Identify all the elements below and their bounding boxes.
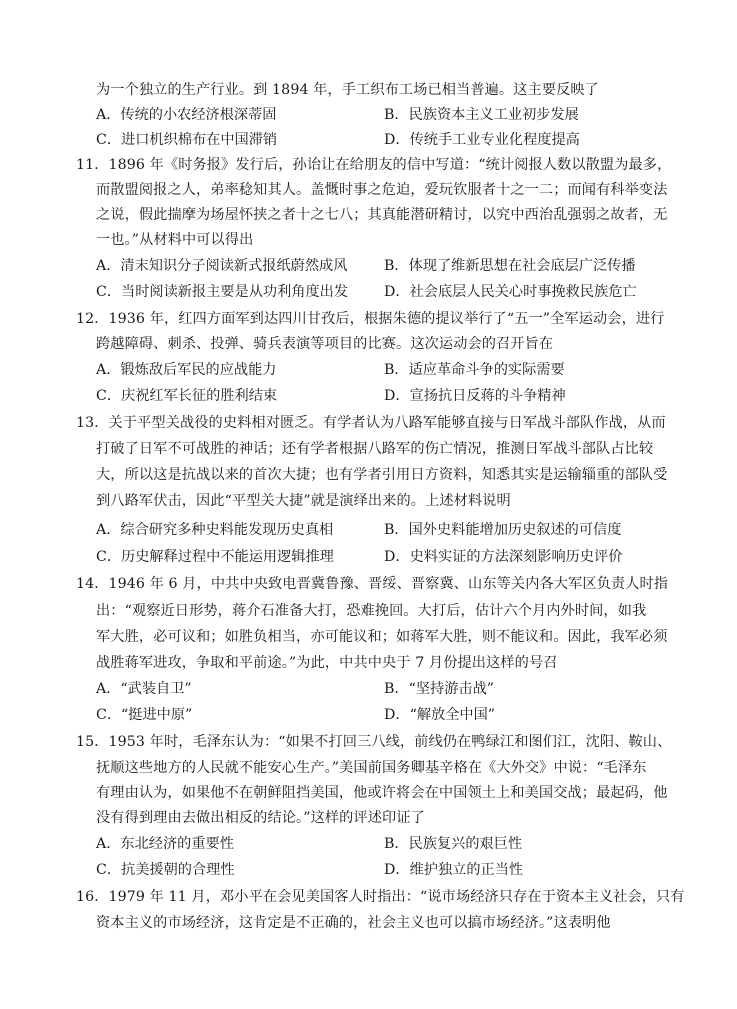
q11-stem-line-3: 之说，假此揣摩为场屋怀挟之者十之七八；其真能潜研精讨，以究中西治乱强弱之故者，无 bbox=[96, 207, 668, 223]
q13-stem-line-1: 13．关于平型关战役的史料相对匮乏。有学者认为八路军能够直接与日军战斗部队作战，从而 bbox=[76, 415, 666, 431]
q11-stem-line-2: 而散盟阅报之人，弟率稔知其人。盖慨时事之危迫，爱玩钦服者十之一二；而闻有科举变法 bbox=[96, 182, 668, 198]
q15-stem-line-1: 15．1953 年时，毛泽东认为：“如果不打回三八线，前线仍在鸭绿江和图们江，沈阳、鞍山、 bbox=[76, 734, 672, 750]
q13-stem-line-4: 到八路军伏击，因此“平型关大捷”就是演绎出来的。上述材料说明 bbox=[96, 493, 511, 509]
q10-option-a: A．传统的小农经济根深蒂固 bbox=[96, 107, 277, 123]
q14-option-c: C．“挺进中原” bbox=[96, 707, 193, 723]
q14-option-a: A．“武装自卫” bbox=[96, 681, 192, 697]
q15-option-d: D．维护独立的正当性 bbox=[384, 862, 524, 878]
q11-stem-line-1: 11．1896 年《时务报》发行后，孙诒让在给朋友的信中写道：“统计阅报人数以散盟为最多， bbox=[76, 157, 672, 173]
q12-stem-line-2: 跨越障碍、刺杀、投弹、骑兵表演等项目的比赛。这次运动会的召开旨在 bbox=[96, 336, 554, 352]
q14-stem-line-4: 战胜蒋军进攻，争取和平前途。”为此，中共中央于 7 月份提出这样的号召 bbox=[96, 655, 558, 671]
q15-option-a: A．东北经济的重要性 bbox=[96, 836, 234, 852]
q10-stem-tail: 为一个独立的生产行业。到 1894 年，手工织布工场已相当普遍。这主要反映了 bbox=[96, 82, 599, 98]
q13-option-c: C．历史解释过程中不能运用逻辑推理 bbox=[96, 549, 334, 565]
q11-option-b: B．体现了维新思想在社会底层广泛传播 bbox=[384, 258, 636, 274]
q12-option-d: D．宣扬抗日反蒋的斗争精神 bbox=[384, 388, 566, 404]
q13-stem-line-2: 打破了日军不可战胜的神话；还有学者根据八路军的伤亡情况，推测日军战斗部队占比较 bbox=[96, 441, 654, 457]
q10-option-d: D．传统手工业专业化程度提高 bbox=[384, 132, 580, 148]
q14-option-d: D．“解放全中国” bbox=[384, 707, 496, 723]
q15-stem-line-4: 没有得到理由去做出相反的结论。”这样的评述印证了 bbox=[96, 810, 425, 826]
q13-option-b: B．国外史料能增加历史叙述的可信度 bbox=[384, 522, 622, 538]
q15-stem-line-2: 抚顺这些地方的人民就不能安心生产。”美国前国务卿基辛格在《大外交》中说：“毛泽东 bbox=[96, 760, 647, 776]
q10-option-b: B．民族资本主义工业初步发展 bbox=[384, 107, 579, 123]
q11-option-d: D．社会底层人民关心时事挽救民族危亡 bbox=[384, 284, 637, 300]
q11-option-c: C．当时阅读新报主要是从功利角度出发 bbox=[96, 284, 349, 300]
q11-stem-line-4: 一也。”从材料中可以得出 bbox=[96, 232, 254, 248]
q15-stem-line-3: 有理由认为，如果他不在朝鲜阻挡美国，他或许将会在中国领土上和美国交战；最起码，他 bbox=[96, 785, 668, 801]
q12-option-a: A．锻炼敌后军民的应战能力 bbox=[96, 362, 277, 378]
q13-option-a: A．综合研究多种史料能发现历史真相 bbox=[96, 522, 334, 538]
q14-option-b: B．“坚持游击战” bbox=[384, 681, 495, 697]
q16-stem-line-2: 资本主义的市场经济，这肯定是不正确的，社会主义也可以搞市场经济。”这表明他 bbox=[96, 915, 611, 931]
q15-option-c: C．抗美援朝的合理性 bbox=[96, 862, 235, 878]
q13-stem-line-3: 大，所以这是抗战以来的首次大捷；也有学者引用日方资料，知悉其实是运输辎重的部队受 bbox=[96, 467, 668, 483]
q14-stem-line-3: 军大胜，必可议和；如胜负相当，亦可能议和；如蒋军大胜，则不能议和。因此，我军必须 bbox=[96, 629, 668, 645]
q11-option-a: A．清末知识分子阅读新式报纸蔚然成风 bbox=[96, 258, 348, 274]
q14-stem-line-1: 14．1946 年 6 月，中共中央致电晋冀鲁豫、晋绥、晋察冀、山东等关内各大军区负责人时指 bbox=[76, 576, 669, 592]
q12-stem-line-1: 12．1936 年，红四方面军到达四川甘孜后，根据朱德的提议举行了“五一”全军运动会，进行 bbox=[76, 311, 665, 327]
q15-option-b: B．民族复兴的艰巨性 bbox=[384, 836, 523, 852]
q10-option-c: C．进口机织棉布在中国滞销 bbox=[96, 132, 278, 148]
q12-option-b: B．适应革命斗争的实际需要 bbox=[384, 362, 565, 378]
q13-option-d: D．史料实证的方法深刻影响历史评价 bbox=[384, 549, 623, 565]
q14-stem-line-2: 出：“观察近日形势，蒋介石准备大打，恐难挽回。大打后，估计六个月内外时间，如我 bbox=[96, 603, 647, 619]
q12-option-c: C．庆祝红军长征的胜利结束 bbox=[96, 388, 278, 404]
q16-stem-line-1: 16．1979 年 11 月，邓小平在会见美国客人时指出：“说市场经济只存在于资本主义社会，只有 bbox=[76, 889, 685, 905]
